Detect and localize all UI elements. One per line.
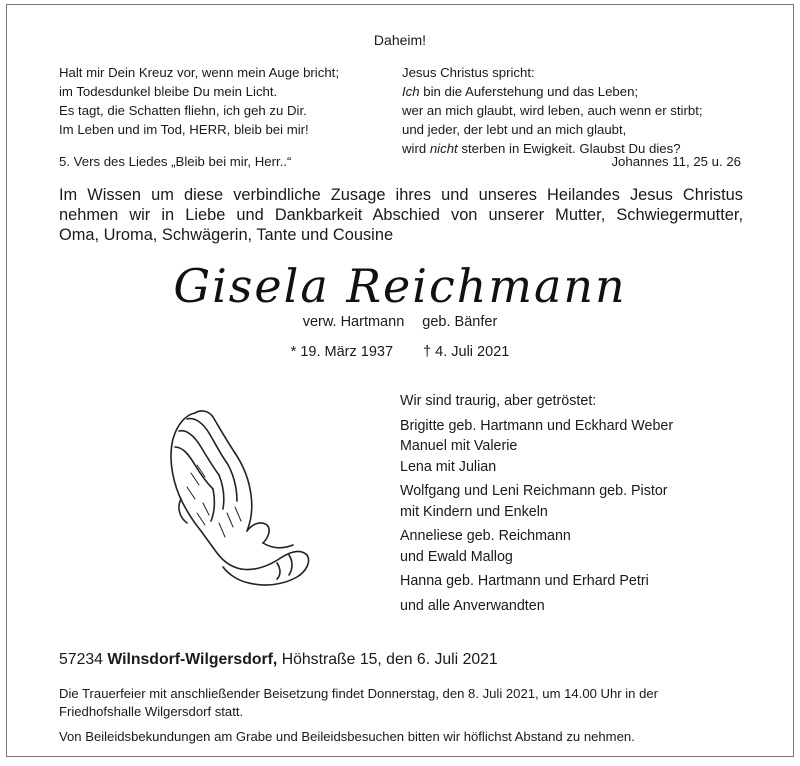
condolences-note: Von Beileidsbekundungen am Grabe und Beileidsbesuchen bitten wir höflichst Abstand zu nehmen. bbox=[59, 729, 635, 744]
bible-text: sterben in Ewigkeit. Glaubst Du dies? bbox=[457, 141, 681, 156]
poem-line: Im Leben und im Tod, HERR, bleib bei mir! bbox=[59, 122, 309, 137]
family-member: Anneliese geb. Reichmann bbox=[400, 528, 571, 544]
deceased-name: Gisela Reichmann bbox=[173, 259, 627, 313]
poem-line: Halt mir Dein Kreuz vor, wenn mein Auge bricht; bbox=[59, 65, 339, 80]
birth-name: geb. Bänfer bbox=[422, 314, 498, 330]
family-member: Wolfgang und Leni Reichmann geb. Pistor bbox=[400, 483, 668, 499]
birth-date: * 19. März 1937 bbox=[290, 344, 394, 360]
family-member: Brigitte geb. Hartmann und Eckhard Weber bbox=[400, 417, 674, 434]
family-member: mit Kindern und Enkeln bbox=[400, 503, 548, 520]
address-line bbox=[59, 651, 498, 669]
bible-line: wer an mich glaubt, wird leben, auch wenn er stirbt; bbox=[402, 103, 703, 118]
family-intro: Wir sind traurig, aber getröstet: bbox=[400, 393, 597, 409]
intro-line: nehmen wir in Liebe und Dankbarkeit Abschied von unserer Mutter, Schwiegermutter, bbox=[59, 206, 743, 224]
name-details bbox=[7, 314, 793, 330]
poem-reference: 5. Vers des Liedes „Bleib bei mir, Herr..“ bbox=[59, 154, 292, 169]
widowed-name: verw. Hartmann bbox=[302, 314, 405, 330]
family-group bbox=[400, 526, 730, 567]
ceremony-line: Friedhofshalle Wilgersdorf statt. bbox=[59, 704, 244, 719]
intro-paragraph bbox=[59, 185, 743, 245]
bible-verse-block bbox=[402, 63, 742, 158]
poem-line: Es tagt, die Schatten fliehn, ich geh zu Dir. bbox=[59, 103, 307, 118]
bible-emphasis: Ich bbox=[402, 84, 420, 99]
bible-line: und jeder, der lebt und an mich glaubt, bbox=[402, 122, 627, 137]
bible-line bbox=[402, 82, 742, 101]
life-dates bbox=[7, 344, 793, 360]
family-member: und Ewald Mallog bbox=[400, 548, 513, 565]
postal-code: 57234 bbox=[59, 651, 103, 668]
family-member: Manuel mit Valerie bbox=[400, 438, 518, 454]
praying-hands-icon bbox=[157, 403, 317, 589]
poem-line: im Todesdunkel bleibe Du mein Licht. bbox=[59, 84, 278, 99]
poem-block bbox=[59, 63, 389, 139]
street-date: Höhstraße 15, den 6. Juli 2021 bbox=[281, 651, 498, 668]
bible-text: wird bbox=[402, 141, 430, 156]
family-member: Lena mit Julian bbox=[400, 458, 497, 475]
family-list bbox=[400, 391, 730, 620]
heading: Daheim! bbox=[373, 32, 427, 48]
bible-emphasis: nicht bbox=[429, 141, 458, 156]
family-group bbox=[400, 481, 730, 522]
bible-intro: Jesus Christus spricht: bbox=[402, 65, 535, 80]
bible-reference: Johannes 11, 25 u. 26 bbox=[611, 154, 741, 169]
ceremony-line: Die Trauerfeier mit anschließender Beisetzung findet Donnerstag, den 8. Juli 2021, um 14.00 Uhr in der bbox=[59, 686, 659, 701]
bible-text: bin die Auferstehung und das Leben; bbox=[419, 84, 639, 99]
intro-line: Im Wissen um diese verbindliche Zusage ihres und unseres Heilandes Jesus Christus bbox=[59, 186, 743, 204]
family-member: Hanna geb. Hartmann und Erhard Petri bbox=[400, 573, 649, 589]
ceremony-info bbox=[59, 685, 749, 721]
family-group bbox=[400, 416, 730, 478]
death-date: † 4. Juli 2021 bbox=[423, 344, 510, 360]
family-member: und alle Anverwandten bbox=[400, 597, 545, 614]
town: Wilnsdorf-Wilgersdorf, bbox=[107, 651, 278, 668]
obituary-notice bbox=[6, 4, 794, 757]
intro-line: Oma, Uroma, Schwägerin, Tante und Cousine bbox=[59, 226, 394, 244]
